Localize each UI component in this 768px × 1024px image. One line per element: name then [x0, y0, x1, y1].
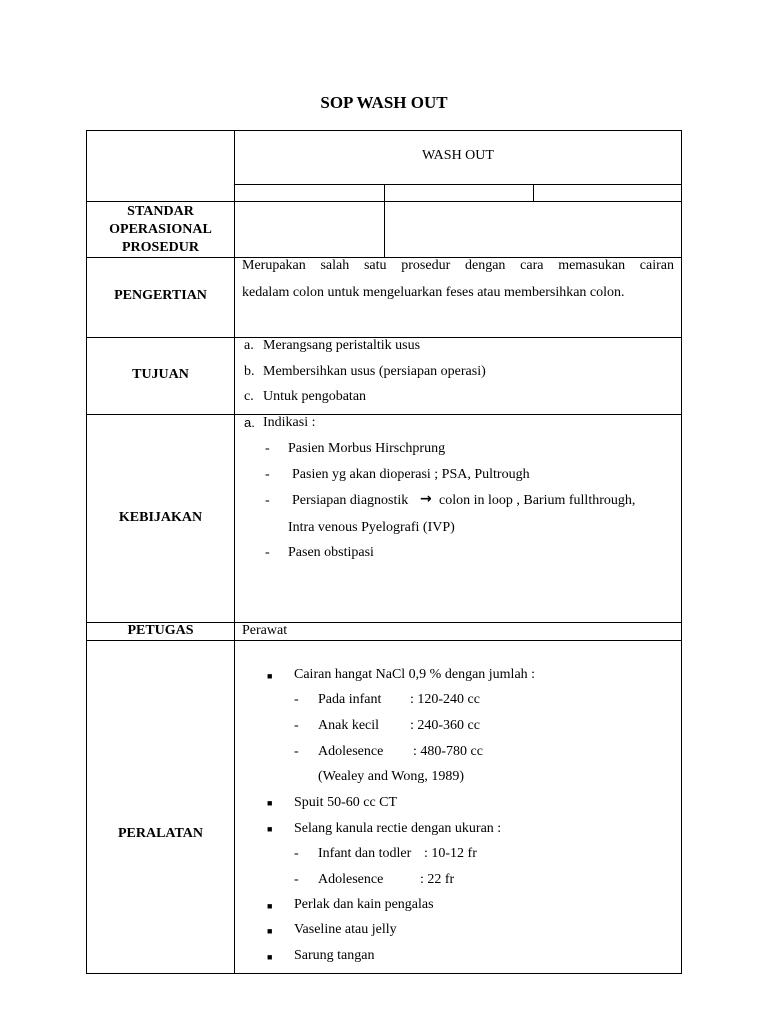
dash-marker: -: [265, 467, 270, 482]
document-title: SOP WASH OUT: [320, 93, 448, 112]
row-rule-kebijakan: [86, 414, 682, 415]
pengertian-line-2: kedalam colon untuk mengeluarkan feses atau membersihkan colon.: [242, 285, 625, 300]
list-item: Untuk pengobatan: [263, 389, 367, 404]
header-cell-divider-1: [384, 184, 385, 258]
petugas-label: PETUGAS: [127, 623, 194, 638]
sub-item-value: : 480-780 cc: [413, 744, 483, 759]
list-marker: c.: [244, 389, 254, 404]
list-item: Pasen obstipasi: [288, 545, 374, 560]
list-item: Pasien yg akan dioperasi ; PSA, Pultrough: [292, 467, 530, 482]
sop-label-line: STANDAR: [127, 204, 194, 219]
diagnostic-detail: colon in loop , Barium fullthrough,: [439, 493, 636, 508]
list-marker: a.: [244, 415, 255, 430]
dash-marker: -: [265, 441, 270, 456]
dash-marker: -: [265, 545, 270, 560]
bullet-icon: ■: [267, 798, 273, 808]
list-item: Pasien Morbus Hirschprung: [288, 441, 446, 456]
list-item: Merangsang peristaltik usus: [263, 338, 421, 353]
list-item: Persiapan diagnostik: [292, 493, 409, 508]
dash-marker: -: [294, 718, 299, 733]
bullet-icon: ■: [267, 901, 273, 911]
bullet-icon: ■: [267, 824, 273, 834]
table-border-top: [86, 130, 682, 131]
list-item: Membersihkan usus (persiapan operasi): [263, 364, 486, 379]
petugas-value: Perawat: [242, 623, 288, 638]
sub-item-name: Pada infant: [318, 692, 382, 707]
list-item: Vaseline atau jelly: [294, 922, 397, 937]
kebijakan-label: KEBIJAKAN: [118, 510, 203, 525]
sub-item-name: Infant dan todler: [318, 846, 412, 861]
pengertian-label: PENGERTIAN: [114, 288, 207, 303]
dash-marker: -: [294, 692, 299, 707]
list-item: Perlak dan kain pengalas: [294, 897, 434, 912]
bullet-icon: ■: [267, 952, 273, 962]
list-item: Cairan hangat NaCl 0,9 % dengan jumlah :: [294, 667, 536, 682]
bullet-icon: ■: [267, 926, 273, 936]
dash-marker: -: [294, 872, 299, 887]
tujuan-label: TUJUAN: [132, 367, 189, 382]
header-rule-1: [234, 184, 682, 185]
arrow-right-icon: →: [420, 491, 432, 507]
sub-item-value: : 240-360 cc: [410, 718, 480, 733]
bullet-icon: ■: [267, 671, 273, 681]
list-marker: a.: [244, 338, 254, 353]
sub-item-value: : 120-240 cc: [410, 692, 480, 707]
list-item: Sarung tangan: [294, 948, 375, 963]
diagnostic-continuation: Intra venous Pyelografi (IVP): [288, 520, 455, 535]
procedure-name: WASH OUT: [422, 148, 494, 163]
dash-marker: -: [294, 846, 299, 861]
pengertian-line-1: Merupakan salah satu prosedur dengan cara memasukan cairan: [242, 258, 674, 273]
dash-marker: -: [294, 744, 299, 759]
header-cell-divider-2: [533, 184, 534, 202]
table-border-bottom: [86, 973, 682, 974]
row-rule-peralatan: [86, 640, 682, 641]
sub-item-value: : 22 fr: [420, 872, 455, 887]
sub-item-name: Anak kecil: [318, 718, 380, 733]
sop-label: [87, 203, 234, 257]
sub-item-name: Adolesence: [318, 872, 384, 887]
sub-item-name: Adolesence: [318, 744, 384, 759]
list-item: Spuit 50-60 cc CT: [294, 795, 398, 810]
indikasi-heading: Indikasi :: [263, 415, 316, 430]
citation: (Wealey and Wong, 1989): [318, 769, 465, 784]
list-marker: b.: [244, 364, 255, 379]
list-item: Selang kanula rectie dengan ukuran :: [294, 821, 502, 836]
sop-label-line: PROSEDUR: [121, 240, 199, 255]
sub-item-value: : 10-12 fr: [424, 846, 477, 861]
sop-label-line: OPERASIONAL: [109, 222, 212, 237]
peralatan-label: PERALATAN: [117, 826, 204, 841]
dash-marker: -: [265, 493, 270, 508]
